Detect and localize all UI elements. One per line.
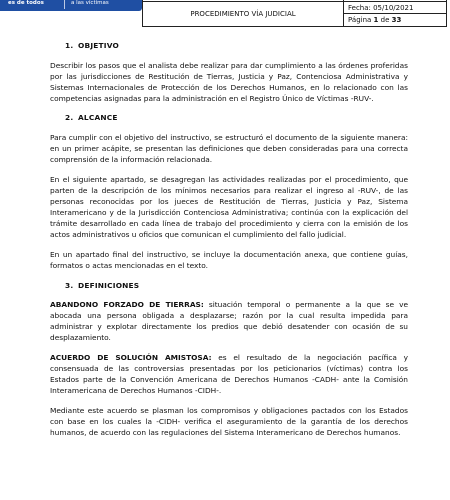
header-table xyxy=(142,0,447,27)
header-page-number: Página 1 de 33 xyxy=(344,14,447,27)
definiciones-paragraph-final: Mediante este acuerdo se plasman los compromisos y obligaciones pactados con los Estados con base en los cuales la -CIDH- verifica el aseguramiento de la garantía de los derechos humanos, de acuerdo con las regulaciones del Sistema Interamericano de Derechos humanos. xyxy=(50,405,408,438)
alcance-paragraph-1: Para cumplir con el objetivo del instructivo, se estructuró el documento de la siguiente manera: en un primer acápite, se presentan las definiciones que deben consideradas para una correcta comprensión de la información relacionada. xyxy=(50,133,408,165)
alcance-paragraph-3: En un apartado final del instructivo, se incluye la documentación anexa, que contiene guías, formatos o actas mencionadas en el texto. xyxy=(50,249,408,270)
logo-divider xyxy=(64,0,65,9)
definition-term: ABANDONO FORZADO DE TIERRAS: xyxy=(50,300,204,310)
page-total: 33 xyxy=(391,16,402,24)
header-date: Fecha: 05/10/2021 xyxy=(344,2,447,14)
header-title-main: PROCEDIMIENTO VÍA JUDICIAL xyxy=(143,2,344,27)
institution-logo xyxy=(0,0,142,11)
document-body xyxy=(50,40,408,447)
section-heading-alcance: 2. ALCANCE xyxy=(65,113,118,123)
definition-abandono: ABANDONO FORZADO DE TIERRAS: situación temporal o permanente a la que se ve abocada una persona obligada a desplazarse; razón por la cual resulta impedida para administrar y explotar directamente los predios que debió desatender con ocasión de su desplazamiento. xyxy=(50,300,408,343)
definition-term: ACUERDO DE SOLUCIÓN AMISTOSA: xyxy=(50,353,212,363)
logo-right-text: a las víctimas xyxy=(71,0,109,6)
definition-acuerdo: ACUERDO DE SOLUCIÓN AMISTOSA: es el resultado de la negociación pacífica y consensuada de las controversias presentadas por los peticionarios (víctimas) contra los Estados parte de la Convención Americana de Derechos Humanos -CADH- ante la Comisión Interamericana de Derechos Humanos -CIDH-. xyxy=(50,353,408,396)
section-heading-definiciones: 3. DEFINICIONES xyxy=(65,280,140,290)
objetivo-paragraph: Describir los pasos que el analista debe realizar para dar cumplimiento a las órdenes proferidas por las jurisdicciones de Restitución de Tierras, Justicia y Paz, Contenciosa Administrativa y Sistemas Internacionales de Protección de los Derechos Humanos, en lo relacionado con las competencias asignadas para la administración en el Registro Único de Víctimas -RUV-. xyxy=(50,60,408,103)
page-current: 1 xyxy=(373,16,379,24)
logo-left-text: es de todos xyxy=(8,0,44,6)
document-header xyxy=(0,0,450,30)
section-heading-objetivo: 1. OBJETIVO xyxy=(65,41,119,50)
alcance-paragraph-2: En el siguiente apartado, se desagregan las actividades realizadas por el procedimiento, que parten de la descripción de los mínimos necesarios para realizar el ingreso al -RUV-, de las personas reconocidas por los jueces de Restitución de Tierras, Justicia y Paz, Sistema Interamericano y de la Jurisdicción Contenciosa Administrativa; continúa con la explicación del trámite desarrollado en cada línea de trabajo del procedimiento y cierra con la emisión de los actos administrativos u oficios que comunican el cumplimiento del fallo judicial. xyxy=(50,174,408,240)
